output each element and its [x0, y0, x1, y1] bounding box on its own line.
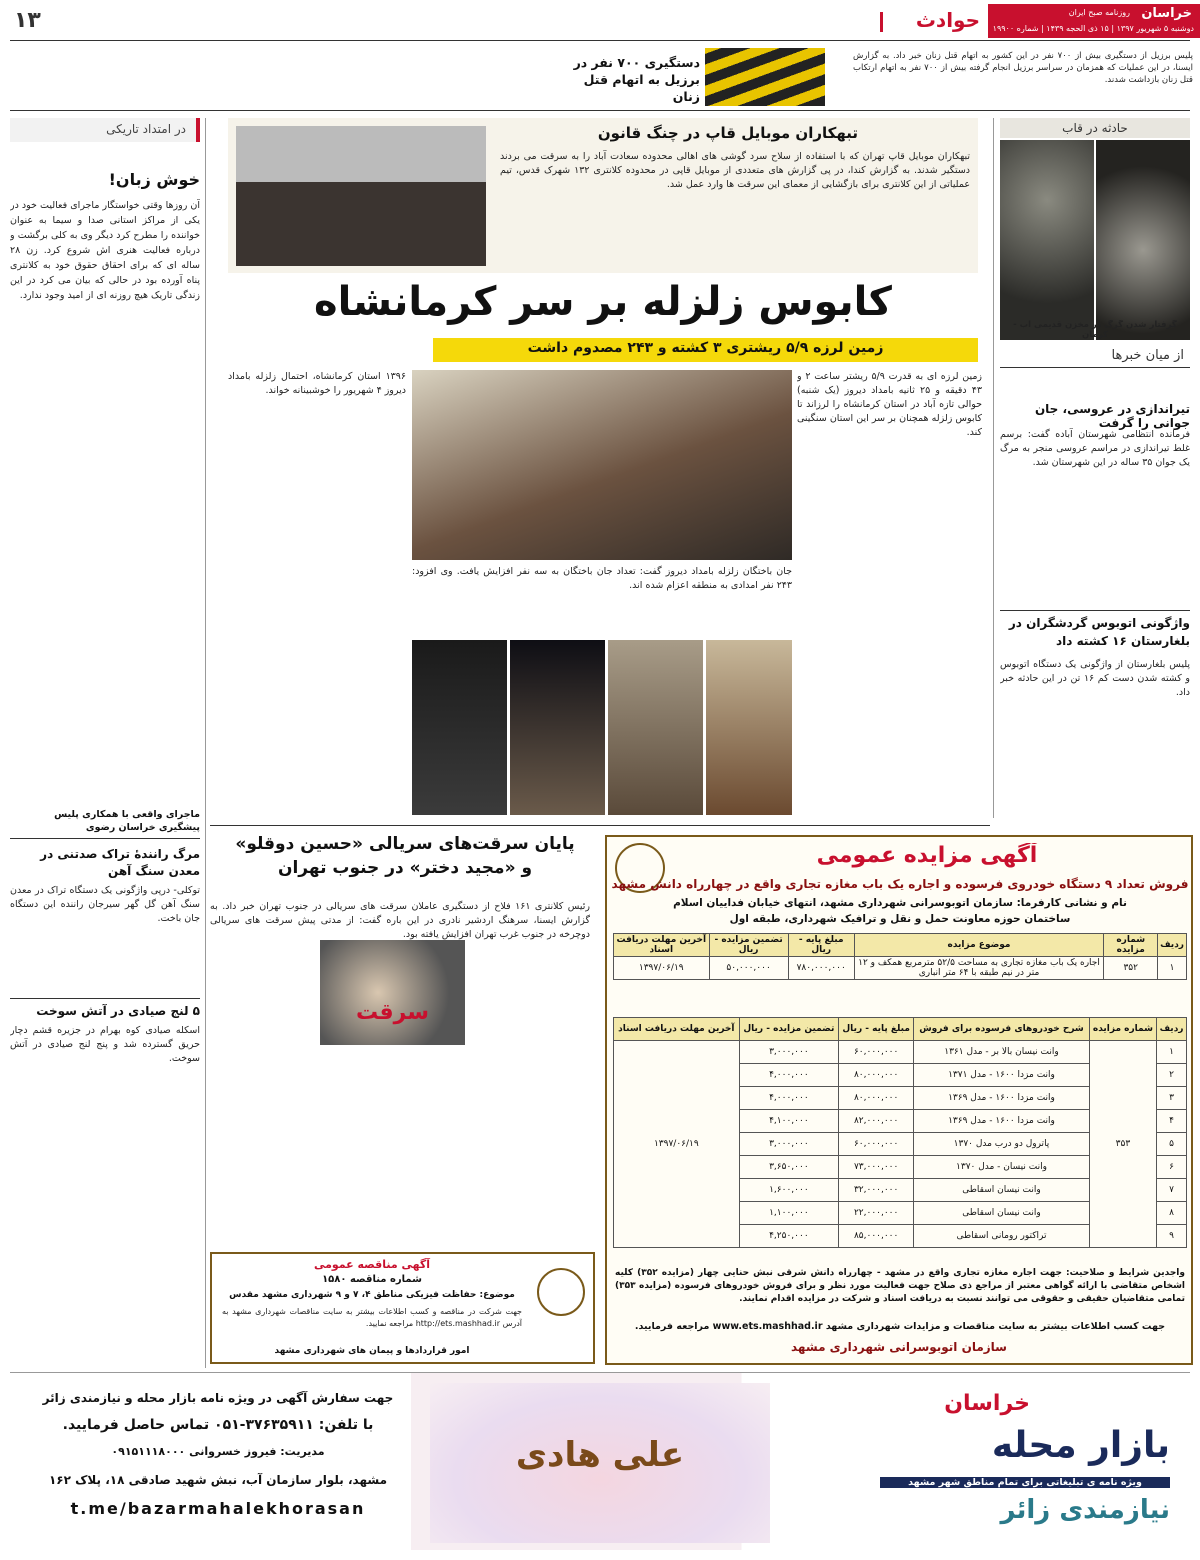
banner-line4: مشهد، بلوار سازمان آب، نبش شهید صادقی ۱۸، پلاک ۱۶۲ [48, 1473, 387, 1487]
main-subhead: زمین لرزه ۵/۹ ریشتری ۳ کشته و ۲۴۳ مصدوم داشت [527, 340, 884, 356]
mid-story [228, 118, 978, 273]
table2-cell: تراکتور رومانی اسقاطی [914, 1225, 1090, 1248]
table2-header-cell: مبلغ پایه - ریال [839, 1018, 914, 1041]
table2-cell: ۱ [1157, 1041, 1187, 1064]
news2-body: پلیس بلغارستان از واژگونی یک دستگاه اتوبوس و کشته شدن دست کم ۱۶ تن در این حادثه خبر داد. [1000, 659, 1190, 698]
table2-cell: ۷۳,۰۰۰,۰۰۰ [839, 1156, 914, 1179]
masthead-logo-box [988, 4, 1200, 38]
page-number: ۱۳ [14, 8, 41, 33]
table2-cell: وانت نیسان اسقاطی [914, 1202, 1090, 1225]
date-line: دوشنبه ۵ شهریور ۱۳۹۷ | ۱۵ ذی الحجه ۱۴۳۹ | شماره ۱۹۹۰۰ [992, 24, 1194, 33]
table1-cell: ۱۳۹۷/۰۶/۱۹ [614, 957, 710, 980]
table2-cell: پاترول دو درب مدل ۱۳۷۰ [914, 1133, 1090, 1156]
banner-line2: با تلفن: ۳۷۶۳۵۹۱۱-۰۵۱ تماس حاصل فرمایید. [62, 1417, 374, 1433]
right-column-divider [993, 118, 994, 818]
theft-photo-label: سرقت [355, 1000, 429, 1025]
table2-cell: ۸۲,۰۰۰,۰۰۰ [839, 1110, 914, 1133]
banner-line3: مدیریت: فیروز خسروانی ۰۹۱۵۱۱۱۸۰۰۰ [111, 1445, 325, 1458]
quake-photo-1 [412, 640, 507, 815]
table2-header-cell: آخرین مهلت دریافت اسناد [614, 1018, 740, 1041]
mid-story-body: تبهکاران موبایل قاپ تهران که با استفاده از سلاح سرد گوشی های اهالی محدوده سعادت آباد را به سرقت می بردند دستگیر شدند. به گزارش کندا، در پی گزارش های متعددی از موبایل قاپی در محدوده کلانتری ۱۳۲ شهرک قدس، تیم عملیاتی از این کلانتری برای بازگشایی از معمای این سرقت ها وارد عمل شد. [500, 151, 970, 190]
table1-cell: ۷۸۰,۰۰۰,۰۰۰ [788, 957, 854, 980]
top-rule [10, 110, 1190, 111]
main-body-col2: جان باختگان زلزله بامداد دیروز گفت: تعداد جان باختگان به سه نفر افزایش یافت. وی افزود: ۲۴۳ نفر امدادی به منطقه اعزام شده اند. [412, 566, 792, 591]
tender-title: آگهی مناقصه عمومی [313, 1258, 431, 1271]
table2-cell: ۳,۰۰۰,۰۰۰ [739, 1133, 838, 1156]
story3-body: اسکله صیادی کوه بهرام در جزیره قشم دچار حریق گسترده شد و پنج لنج صیادی در آتش سوخت. [10, 1025, 200, 1064]
wolf-photo-left [1000, 140, 1094, 340]
table2-cell: ۵ [1157, 1133, 1187, 1156]
auction-subtitle: فروش تعداد ۹ دستگاه خودروی فرسوده و اجاره یک باب مغازه تجاری واقع در چهارراه دانش مشهد [611, 877, 1189, 891]
table2-cell: ۱,۱۰۰,۰۰۰ [739, 1202, 838, 1225]
bottom-banner [10, 1372, 1190, 1550]
table1-cell: ۱ [1158, 957, 1187, 980]
table2-cell: وانت مزدا ۱۶۰۰ - مدل ۱۳۶۹ [914, 1110, 1090, 1133]
table2-cell: ۹ [1157, 1225, 1187, 1248]
table2-cell: وانت مزدا ۱۶۰۰ - مدل ۱۳۷۱ [914, 1064, 1090, 1087]
table2-cell: ۳۲,۰۰۰,۰۰۰ [839, 1179, 914, 1202]
table2-cell: ۴,۱۰۰,۰۰۰ [739, 1110, 838, 1133]
auction-table-1 [613, 933, 1187, 1013]
theft-body: رئیس کلانتری ۱۶۱ فلاح از دستگیری عاملان سرقت های سریالی در جنوب تهران خبر داد. به گزارش ایسنا، سرهنگ اردشیر نادری در این باره گفت: از مدتی پیش سرقت های سریالی دوچرخه در جنوب غرب تهران افزایش یافته بود. [210, 901, 590, 940]
theft-photo [320, 940, 465, 1045]
news-header-text: از میان خبرها [1111, 348, 1184, 363]
quake-photo-4 [706, 640, 792, 815]
table2-header-cell: شماره مزایده [1089, 1018, 1156, 1041]
table2-cell: ۱,۶۰۰,۰۰۰ [739, 1179, 838, 1202]
table2-cell: ۴ [1157, 1110, 1187, 1133]
table2-cell: ۳,۰۰۰,۰۰۰ [739, 1041, 838, 1064]
main-body-col1: زمین لرزه ای به قدرت ۵/۹ ریشتر ساعت ۲ و ۴۳ دقیقه و ۲۵ ثانیه بامداد دیروز (یک شنبه) حوالی تازه آباد در استان کرمانشاه را لرزاند تا کابوس زلزله همچنان بر سر این استان سنگینی کند. [797, 371, 982, 438]
quake-photo-2 [510, 640, 605, 815]
table1-cell: ۳۵۲ [1104, 957, 1158, 980]
table-row [614, 1041, 1187, 1064]
mid-rule [210, 825, 990, 826]
top-story-title: دستگیری ۷۰۰ نفر در برزیل به اتهام قتل زنان [573, 55, 700, 104]
table2-cell: وانت نیسان بالا بر - مدل ۱۳۶۱ [914, 1041, 1090, 1064]
tender-footer: امور قراردادها و پیمان های شهرداری مشهد [274, 1346, 470, 1356]
table2-cell: ۴,۲۵۰,۰۰۰ [739, 1225, 838, 1248]
auction-employer: نام و نشانی کارفرما: سازمان اتوبوسرانی شهرداری مشهد، انتهای خیابان فداییان اسلام [673, 897, 1127, 909]
table1-header-cell: تضمین مزایده - ریال [709, 934, 788, 957]
tender-logo [537, 1268, 585, 1316]
quake-hospital-photo [412, 370, 792, 560]
tender-body: جهت شرکت در مناقصه و کسب اطلاعات بیشتر به سایت مناقصات شهرداری مشهد به آدرس http://ets.mashhad.ir مراجعه نمایید. [222, 1307, 522, 1328]
table2-deadline: ۱۳۹۷/۰۶/۱۹ [614, 1041, 740, 1248]
news1-title: تیراندازی در عروسی، جان جوانی را گرفت [1034, 402, 1190, 430]
left-rule-1 [10, 838, 200, 839]
tender-number: شماره مناقصه ۱۵۸۰ [322, 1274, 422, 1285]
banner-brand-big: بازار محله [991, 1425, 1170, 1466]
auction-table-2 [613, 1017, 1187, 1262]
mid-story-title: تبهکاران موبایل قاپ در چنگ قانون [597, 124, 858, 142]
theft-story [210, 830, 590, 1250]
table2-cell: ۸۵,۰۰۰,۰۰۰ [839, 1225, 914, 1248]
right-rule [1000, 610, 1190, 611]
news2-title: واژگونی اتوبوس گردشگران در بلغارستان ۱۶ کشته داد [1008, 616, 1190, 648]
table2-cell: ۳,۶۵۰,۰۰۰ [739, 1156, 838, 1179]
table1-header-cell: مبلغ پایه - ریال [788, 934, 854, 957]
left-column-divider [205, 118, 206, 1368]
table2-cell: ۳ [1157, 1087, 1187, 1110]
left-column [10, 118, 200, 1378]
banner-center-text: علی هادی [515, 1435, 685, 1475]
frame-box-header: حادثه در قاب [1000, 118, 1190, 138]
table2-cell: وانت مزدا ۱۶۰۰ - مدل ۱۳۶۹ [914, 1087, 1090, 1110]
wolf-photo-right [1096, 140, 1190, 340]
auction-ad [605, 835, 1193, 1365]
theft-headline: پایان سرقت‌های سریالی «حسین دوقلو» و «مجید دختر» در جنوب تهران [235, 834, 575, 878]
masthead-rule [10, 40, 1190, 41]
top-story [565, 48, 1193, 108]
table1-header-cell: آخرین مهلت دریافت اسناد [614, 934, 710, 957]
news1-body: فرمانده انتظامی شهرستان آباده گفت: برسم غلط تیراندازی در مراسم عروسی منجر به مرگ یک جوان ۳۵ ساله در این شهرستان شد. [1000, 429, 1190, 468]
auction-footer: سازمان اتوبوسرانی شهرداری مشهد [791, 1340, 1007, 1354]
banner-line1: جهت سفارش آگهی در ویژه نامه بازار محله و نیازمندی زائر [42, 1391, 394, 1405]
table2-header-cell: ردیف [1157, 1018, 1187, 1041]
table2-cell: ۸ [1157, 1202, 1187, 1225]
table2-cell: وانت نیسان اسقاطی [914, 1179, 1090, 1202]
table2-cell: ۶ [1157, 1156, 1187, 1179]
left-column-credit: ماجرای واقعی با همکاری پلیس پیشگیری خراسان رضوی [54, 809, 200, 833]
table2-cell: ۴,۰۰۰,۰۰۰ [739, 1064, 838, 1087]
tender-subject: موضوع: حفاظت فیزیکی مناطق ۴، ۷ و ۹ شهرداری مشهد مقدس [229, 1290, 515, 1300]
banner-sub-brand: نیازمندی زائر [1000, 1495, 1170, 1525]
auction-employer2: ساختمان حوزه معاونت حمل و نقل و ترافیک شهرداری، طبقه اول [729, 913, 1071, 925]
main-headline: کابوس زلزله بر سر کرمانشاه [314, 279, 892, 325]
section-divider [880, 12, 883, 32]
banner-line5[interactable]: t.me/bazarmahalekhorasan [70, 1499, 366, 1518]
table1-cell: ۵۰,۰۰۰,۰۰۰ [709, 957, 788, 980]
table1-cell: اجاره یک باب مغازه تجاری به مساحت ۵۲/۵ مترمربع همکف و ۱۲ متر در نیم طبقه با ۶۴ متر انباری [854, 957, 1104, 980]
left-column-title: خوش زبان! [108, 170, 200, 189]
banner-center-art [430, 1383, 770, 1543]
auction-website: جهت کسب اطلاعات بیشتر به سایت مناقصات و مزایدات شهرداری مشهد www.ets.mashhad.ir مراجعه فرمایید. [634, 1321, 1166, 1332]
left-rule-2 [10, 998, 200, 999]
story2-title: مرگ رانندهٔ تراک صدتنی در معدن سنگ آهن [40, 847, 200, 878]
table2-header-cell: شرح خودروهای فرسوده برای فروش [914, 1018, 1090, 1041]
table2-cell: ۷ [1157, 1179, 1187, 1202]
table2-cell: ۲۲,۰۰۰,۰۰۰ [839, 1202, 914, 1225]
story2-body: توکلی- درپی واژگونی یک دستگاه تراک در معدن سنگ آهن گل گهر سیرجان راننده این دستگاه جان باخت. [10, 885, 200, 924]
left-column-body: آن روزها وقتی خواستگار ماجرای فعالیت خود در یکی از مراکز استانی صدا و سیما به عنوان خواننده را مطرح کرد دیگر وی به کلی برگشت و درباره فعالیت هنری اش شروع کرد. زن ۲۸ ساله ای که برای احقاق حقوق خود به کلانتری پناه آورده بود در حالی که بیان می کرد در این زندگی تاریک هیچ روزنه ای از امید وجود ندارد. [10, 200, 200, 301]
table2-cell: وانت نیسان - مدل ۱۳۷۰ [914, 1156, 1090, 1179]
crime-scene-photo [705, 48, 825, 106]
section-title: حوادث [915, 8, 980, 32]
table2-cell: ۶۰,۰۰۰,۰۰۰ [839, 1133, 914, 1156]
top-story-body: پلیس برزیل از دستگیری بیش از ۷۰۰ نفر در این کشور به اتهام قتل زنان خبر داد. به گزارش ایسنا، در این عملیات که همزمان در سراسر برزیل انجام گرفته بیش از ۷۰۰ نفر به اتهام ارتکاب قتل زنان بازداشت شدند. [853, 51, 1193, 85]
paper-name: خراسان [1141, 6, 1192, 21]
table2-auction-number: ۳۵۳ [1089, 1041, 1156, 1248]
table1-header-cell: شماره مزایده [1104, 934, 1158, 957]
left-column-header-text: در امتداد تاریکی [106, 122, 186, 136]
table1-header-cell: موضوع مزایده [854, 934, 1104, 957]
table2-cell: ۸۰,۰۰۰,۰۰۰ [839, 1087, 914, 1110]
table1-header-cell: ردیف [1158, 934, 1187, 957]
table2-cell: ۶۰,۰۰۰,۰۰۰ [839, 1041, 914, 1064]
main-body-col3: ۱۳۹۶ استان کرمانشاه، احتمال زلزله بامداد دیروز ۴ شهریور را خوشبینانه خواند. [228, 371, 406, 396]
auction-title: آگهی مزایده عمومی [816, 843, 1038, 868]
photo-caption: گرفتار شدن گرگ در مخزن قدیمی آب - کرمان [1013, 320, 1177, 340]
story3-title: ۵ لنج صیادی در آتش سوخت [36, 1004, 200, 1018]
banner-tagline: ویژه نامه ی تبلیغاتی برای تمام مناطق شهر مشهد [880, 1477, 1170, 1488]
banner-brand-small: خراسان [944, 1391, 1030, 1416]
table2-cell: ۸۰,۰۰۰,۰۰۰ [839, 1064, 914, 1087]
table2-header-cell: تضمین مزایده - ریال [739, 1018, 838, 1041]
quake-photo-3 [608, 640, 703, 815]
mid-story-photo [236, 126, 486, 266]
left-column-header [10, 118, 200, 142]
tender-ad [210, 1252, 595, 1364]
main-subhead-bar [433, 338, 978, 362]
table2-cell: ۴,۰۰۰,۰۰۰ [739, 1087, 838, 1110]
auction-conditions: واجدین شرایط و صلاحیت: جهت اجاره مغازه تجاری واقع در مشهد - چهارراه دانش شرقی نبش حنایی چهار (مزایده ۳۵۲) کلیه اشخاص متقاضی با ارائه گواهی معتبر از مراجع ذی صلاح جهت فعالیت مورد نظر و برای فروش خودروهای فرسوده (مزایده ۳۵۳) تمامی متقاضیان حقیقی و حقوقی می توانند نسبت به دریافت اسناد و شرکت در مزایده اقدام نمایند. [615, 1268, 1185, 1304]
table2-cell: ۲ [1157, 1064, 1187, 1087]
paper-subtitle: روزنامه صبح ایران [1068, 8, 1130, 17]
masthead [0, 0, 1200, 42]
news-header [1000, 344, 1190, 368]
